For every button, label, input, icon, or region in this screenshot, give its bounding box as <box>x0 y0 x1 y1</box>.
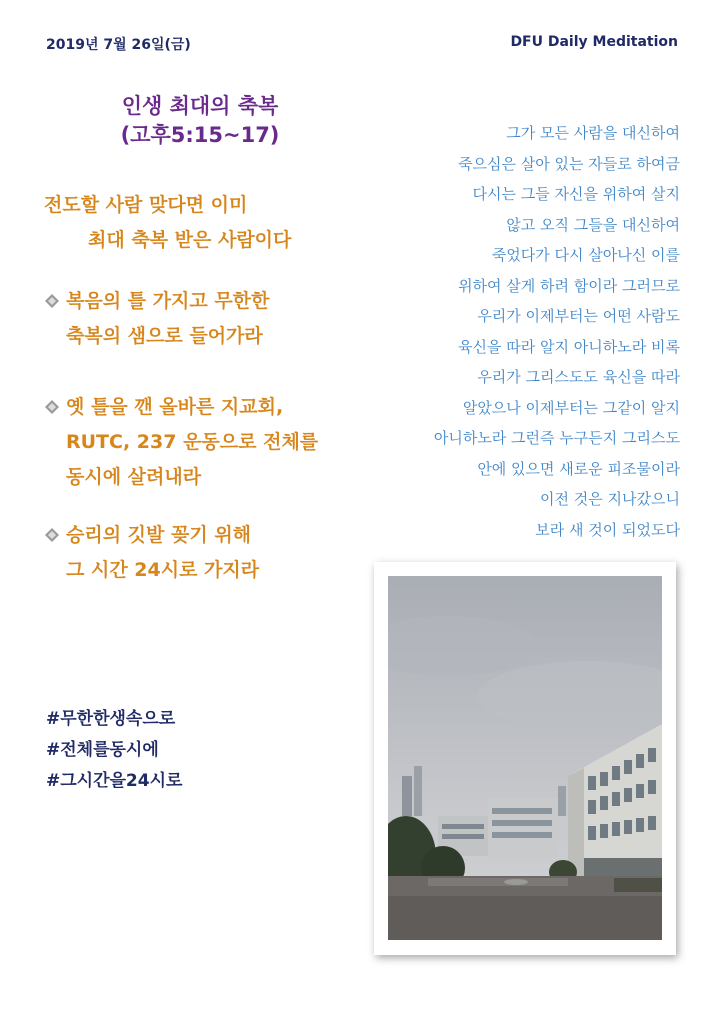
page-title <box>90 92 310 150</box>
scripture-line: 이전 것은 지나갔으니 <box>540 490 680 508</box>
hashtag-list <box>46 704 182 797</box>
headline <box>44 188 374 258</box>
campus-photo <box>388 576 662 940</box>
hashtag: #그시간을24시로 <box>46 771 183 791</box>
hashtag: #전체를동시에 <box>46 740 159 760</box>
scripture-line: 다시는 그들 자신을 위하여 살지 <box>472 185 680 203</box>
bullet-text: 복음의 틀 가지고 무한한 <box>66 290 270 312</box>
header-date: 2019년 7월 26일(금) <box>46 37 191 53</box>
scripture-line: 그가 모든 사람을 대신하여 <box>506 124 680 142</box>
scripture-line: 죽으심은 살아 있는 자들로 하여금 <box>458 154 680 173</box>
bullet-text: RUTC, 237 운동으로 전체를 <box>66 431 319 453</box>
headline-line: 전도할 사람 맞다면 이미 <box>44 194 248 216</box>
photo-frame <box>374 562 676 955</box>
scripture-line: 안에 있으면 새로운 피조물이라 <box>477 459 680 478</box>
scripture-line: 보라 새 것이 되었도다 <box>535 520 680 539</box>
bullet-text: 옛 틀을 깬 올바른 지교회, <box>66 396 284 418</box>
bullet-text: 동시에 살려내라 <box>66 466 202 488</box>
scripture-line: 우리가 그리스도도 육신을 따라 <box>477 368 680 386</box>
scripture-line: 육신을 따라 알지 아니하노라 비록 <box>458 337 680 356</box>
bullet-item <box>44 390 374 495</box>
scripture-line: 위하여 살게 하려 함이라 그러므로 <box>458 276 680 295</box>
scripture-passage <box>350 118 680 545</box>
scripture-line: 알았으나 이제부터는 그같이 알지 <box>462 398 680 417</box>
bullet-text: 승리의 깃발 꽂기 위해 <box>66 524 252 546</box>
bullet-text: 그 시간 24시로 가지라 <box>66 559 260 581</box>
scripture-line: 우리가 이제부터는 어떤 사람도 <box>477 307 680 325</box>
scripture-line: 죽었다가 다시 살아나신 이를 <box>491 246 680 264</box>
hashtag: #무한한생속으로 <box>46 709 176 729</box>
bullet-text: 축복의 샘으로 들어가라 <box>66 325 263 347</box>
scripture-line: 아니하노라 그런즉 누구든지 그리스도 <box>433 429 680 447</box>
headline-line: 최대 축복 받은 사람이다 <box>88 229 292 251</box>
diamond-bullet-icon <box>44 284 66 319</box>
diamond-bullet-icon <box>44 390 66 425</box>
bullet-item <box>44 518 374 588</box>
title-reference: (고후5:15~17) <box>120 123 280 147</box>
scripture-line: 않고 오직 그들을 대신하여 <box>506 215 680 234</box>
title-main: 인생 최대의 축복 <box>121 94 279 118</box>
bullet-item <box>44 284 374 354</box>
diamond-bullet-icon <box>44 518 66 553</box>
header-brand: DFU Daily Meditation <box>510 34 678 50</box>
